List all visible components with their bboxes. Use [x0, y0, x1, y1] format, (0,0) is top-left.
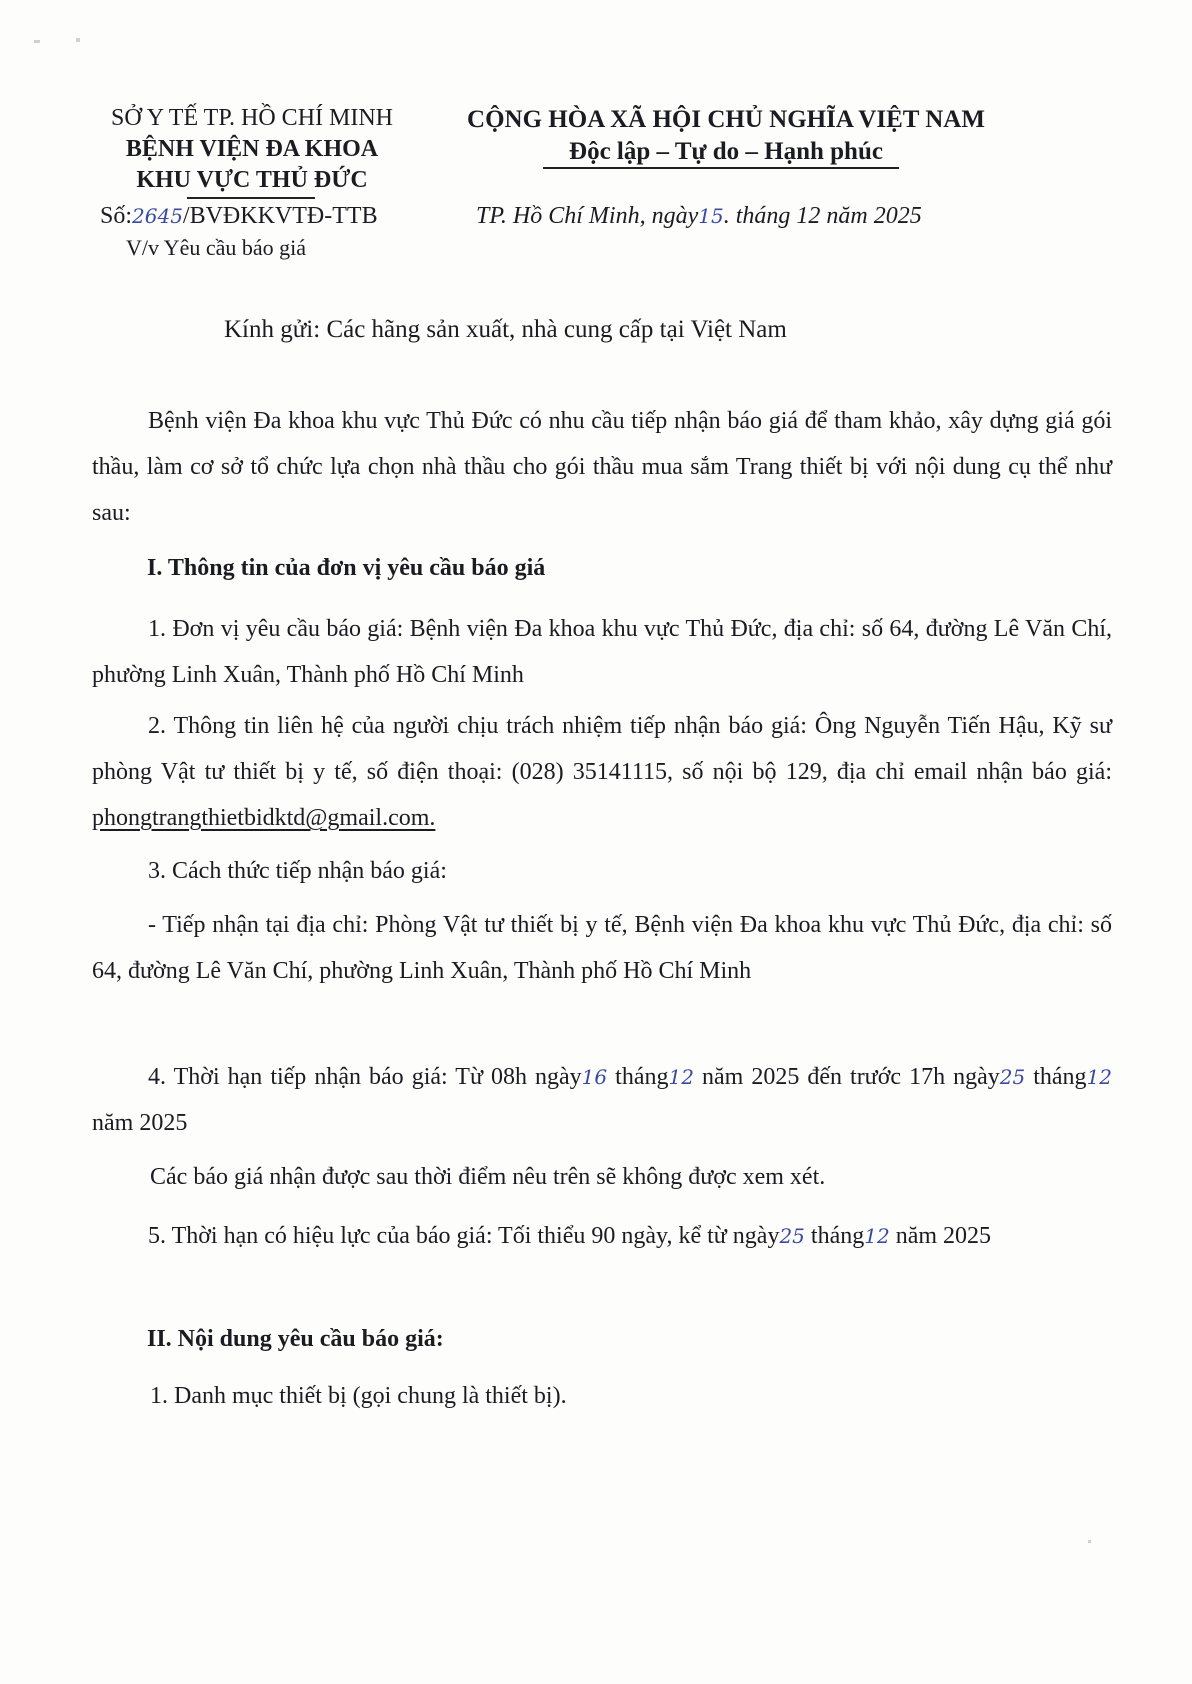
- section-1-item-3-detail: - Tiếp nhận tại địa chỉ: Phòng Vật tư thiết bị y tế, Bệnh viện Đa khoa khu vực Thủ Đức, địa chỉ: số 64, đường Lê Văn Chí, phường Linh Xuân, Thành phố Hồ Chí Minh: [92, 912, 1112, 984]
- document-date: TP. Hồ Chí Minh, ngày15. tháng 12 năm 2025: [476, 203, 922, 229]
- national-motto: Độc lập – Tự do – Hạnh phúc: [569, 138, 883, 165]
- handwritten-number: 2645: [132, 204, 183, 228]
- agency-line-1: SỞ Y TẾ TP. HỒ CHÍ MINH: [110, 105, 394, 131]
- section-2-title: II. Nội dung yêu cầu báo giá:: [147, 1326, 444, 1352]
- agency-line-2: BỆNH VIỆN ĐA KHOA: [125, 136, 379, 162]
- national-title: CỘNG HÒA XÃ HỘI CHỦ NGHĨA VIỆT NAM: [467, 106, 985, 133]
- section-1-title: I. Thông tin của đơn vị yêu cầu báo giá: [147, 555, 546, 581]
- document-number: Số:2645/BVĐKKVTĐ-TTB: [100, 203, 378, 229]
- section-1-item-5: 5. Thời hạn có hiệu lực của báo giá: Tối thiểu 90 ngày, kể từ ngày25 tháng12 năm 2025: [148, 1223, 992, 1249]
- section-2-item-1: 1. Danh mục thiết bị (gọi chung là thiết bị).: [150, 1383, 567, 1409]
- section-1-item-4: 4. Thời hạn tiếp nhận báo giá: Từ 08h ngày16 tháng12 năm 2025 đến trước 17h ngày25 tháng12 năm 2025: [92, 1064, 1113, 1136]
- section-1-item-2: 2. Thông tin liên hệ của người chịu trách nhiệm tiếp nhận báo giá: Ông Nguyễn Tiến Hậu, Kỹ sư phòng Vật tư thiết bị y tế, số điện thoại: (028) 35141115, số nội bộ 129, địa chỉ email nhận báo giá: phongtrangthietbidktd@gmail.com.: [92, 713, 1112, 831]
- section-1-item-3-title: 3. Cách thức tiếp nhận báo giá:: [148, 858, 447, 884]
- contact-email-link[interactable]: phongtrangthietbidktd@gmail.com.: [92, 805, 436, 831]
- agency-header: [92, 103, 412, 196]
- handwritten-day: 15: [698, 204, 724, 228]
- scan-speck: [34, 40, 40, 43]
- scan-speck: [1088, 1540, 1091, 1543]
- document-subject: V/v Yêu cầu báo giá: [126, 235, 307, 260]
- section-1-note: Các báo giá nhận được sau thời điểm nêu trên sẽ không được xem xét.: [150, 1164, 826, 1190]
- agency-line-3: KHU VỰC THỦ ĐỨC: [136, 167, 368, 193]
- scan-speck: [76, 38, 80, 42]
- agency-underline: [187, 197, 315, 199]
- intro-paragraph: Bệnh viện Đa khoa khu vực Thủ Đức có nhu cầu tiếp nhận báo giá để tham khảo, xây dựng giá gói thầu, làm cơ sở tổ chức lựa chọn nhà thầu cho gói thầu mua sắm Trang thiết bị với nội dung cụ thể như sau:: [92, 408, 1112, 526]
- national-header: [446, 104, 1006, 168]
- section-1-item-1: 1. Đơn vị yêu cầu báo giá: Bệnh viện Đa khoa khu vực Thủ Đức, địa chỉ: số 64, đường Lê Văn Chí, phường Linh Xuân, Thành phố Hồ Chí Minh: [92, 616, 1112, 688]
- motto-underline: [543, 167, 899, 169]
- recipient-line: Kính gửi: Các hãng sản xuất, nhà cung cấp tại Việt Nam: [224, 316, 787, 343]
